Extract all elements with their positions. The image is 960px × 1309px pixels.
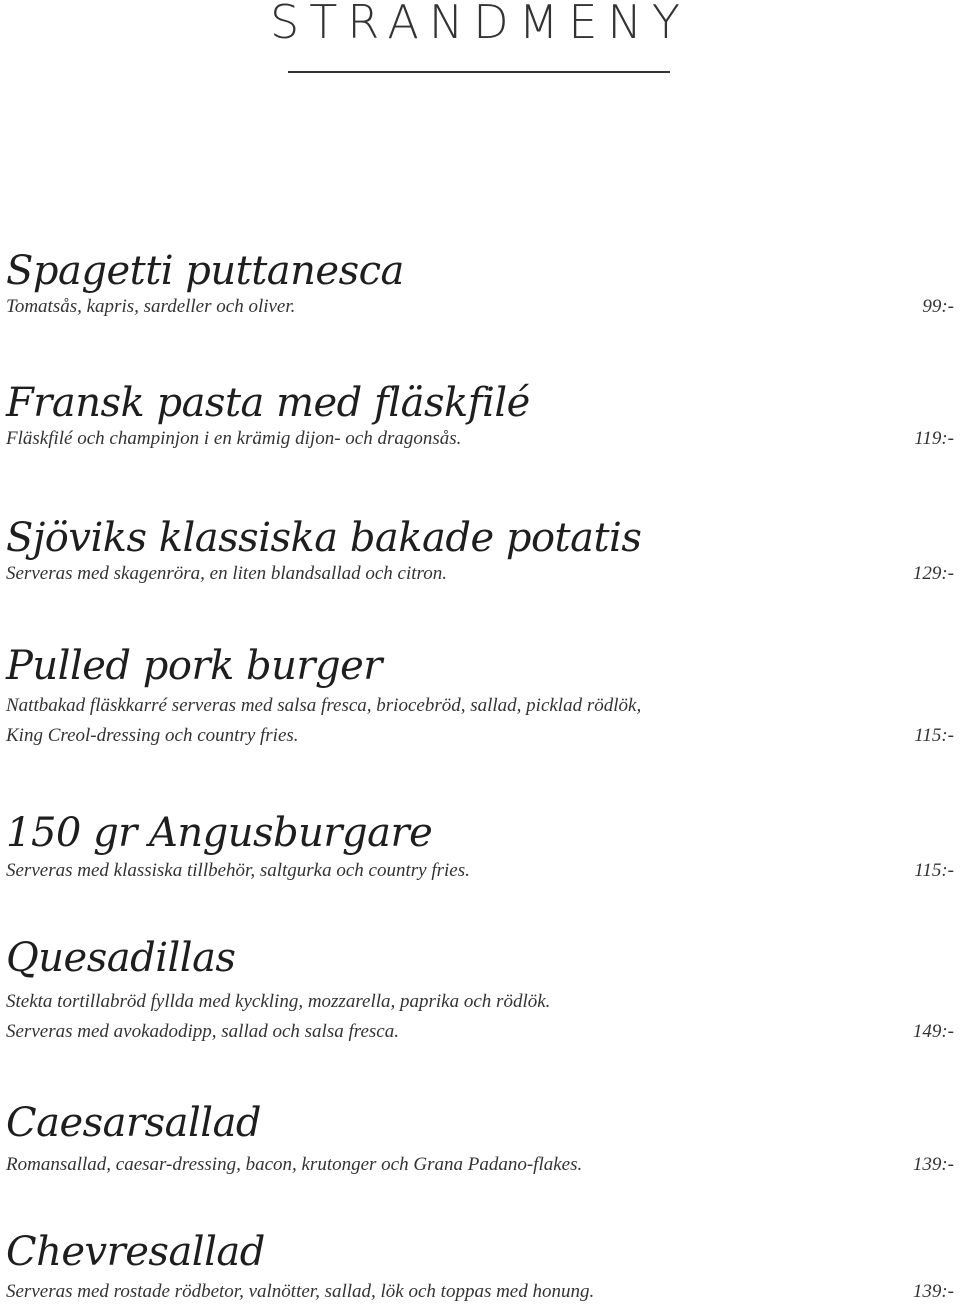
menu-item-price: 149:-: [912, 1021, 954, 1042]
menu-item-description: Serveras med klassiska tillbehör, saltgurka och country fries.: [6, 860, 470, 881]
menu-item-description: Romansallad, caesar-dressing, bacon, krutonger och Grana Padano-flakes.: [6, 1154, 583, 1175]
menu-item-description: Serveras med rostade rödbetor, valnötter, sallad, lök och toppas med honung.: [6, 1281, 595, 1302]
menu-item-name: Chevresallad: [6, 1229, 265, 1275]
menu-item-description-line: [6, 426, 960, 452]
menu-item-pulled-pork-burger: [6, 643, 960, 749]
menu-item-description-line: [6, 294, 960, 320]
title-divider: [288, 71, 670, 73]
menu-item-price: 115:-: [914, 860, 954, 881]
menu-item-description: Stekta tortillabröd fyllda med kyckling, mozzarella, paprika och rödlök.: [6, 991, 551, 1012]
menu-item-description-line: [6, 561, 960, 587]
menu-item-price: 119:-: [914, 428, 954, 449]
menu-item-price: 99:-: [922, 296, 954, 317]
menu-item-price: 129:-: [912, 563, 954, 584]
menu-item-price: 139:-: [912, 1154, 954, 1175]
menu-item-name: Quesadillas: [6, 935, 236, 981]
menu-item-price: 115:-: [914, 725, 954, 746]
menu-item-quesadillas: [6, 935, 960, 1045]
menu-item-name: Sjöviks klassiska bakade potatis: [6, 515, 642, 561]
menu-item-description-line: [6, 1019, 960, 1045]
menu-item-description: Tomatsås, kapris, sardeller och oliver.: [6, 296, 296, 317]
menu-item-chevresallad: [6, 1229, 960, 1305]
menu-item-price: 139:-: [912, 1281, 954, 1302]
menu-item-name: Caesarsallad: [6, 1100, 262, 1146]
menu-item-spagetti-puttanesca: [6, 248, 960, 320]
menu-item-name: 150 gr Angusburgare: [6, 810, 433, 856]
menu-item-description: Nattbakad fläskkarré serveras med salsa fresca, briocebröd, sallad, picklad rödlök,: [6, 695, 642, 716]
menu-item-description-line: [6, 723, 960, 749]
menu-item-name: Spagetti puttanesca: [6, 248, 404, 294]
menu-item-description-line: [6, 989, 960, 1015]
menu-title: STRANDMENY: [270, 0, 690, 49]
menu-item-angusburgare: [6, 810, 960, 884]
menu-item-fransk-pasta: [6, 380, 960, 452]
menu-item-description: Serveras med avokadodipp, sallad och salsa fresca.: [6, 1021, 399, 1042]
menu-item-description: King Creol-dressing och country fries.: [6, 725, 299, 746]
menu-item-description: Fläskfilé och champinjon i en krämig dijon- och dragonsås.: [6, 428, 462, 449]
menu-item-bakade-potatis: [6, 515, 960, 587]
menu-item-name: Pulled pork burger: [6, 643, 382, 689]
menu-item-description: Serveras med skagenröra, en liten blandsallad och citron.: [6, 563, 447, 584]
menu-item-description-line: [6, 858, 960, 884]
menu-item-description-line: [6, 1152, 960, 1178]
menu-item-description-line: [6, 1279, 960, 1305]
menu-item-name: Fransk pasta med fläskfilé: [6, 380, 530, 426]
menu-item-caesarsallad: [6, 1100, 960, 1178]
menu-item-description-line: [6, 693, 960, 719]
